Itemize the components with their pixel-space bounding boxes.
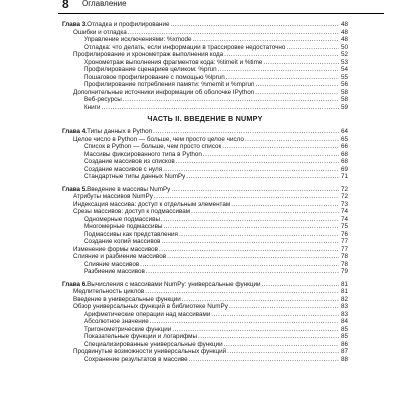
dot-leader <box>262 281 339 289</box>
toc-entry[interactable] <box>62 223 348 231</box>
toc-entry[interactable] <box>62 288 348 296</box>
toc-page-number: 82 <box>340 295 348 303</box>
toc-page-number: 68 <box>340 150 348 158</box>
dot-leader <box>189 356 339 364</box>
dot-leader <box>203 151 339 159</box>
dot-leader <box>231 201 339 209</box>
toc-title: Введение в массивы NumPy <box>87 185 171 193</box>
toc-title: Профилирование потребления памяти: %memit и %mprun <box>84 81 255 88</box>
toc-page-number: 58 <box>340 96 348 103</box>
toc-page-number: 56 <box>340 81 348 88</box>
toc-entry[interactable] <box>62 74 348 82</box>
toc-entry[interactable] <box>62 231 348 239</box>
toc-entry[interactable] <box>62 201 348 209</box>
toc-title: Слияние массивов <box>84 260 140 268</box>
toc-entry[interactable] <box>62 261 348 269</box>
toc-page-number: 75 <box>340 223 348 230</box>
toc-page-number: 72 <box>340 193 348 200</box>
toc-title: Профилирование сценариев целиком: %prun <box>84 66 217 73</box>
toc-page-number: 66 <box>340 143 348 150</box>
toc-title: Срезы массивов: доступ к подмассивам <box>73 208 191 215</box>
toc-entry[interactable] <box>62 166 348 174</box>
toc-entry[interactable] <box>62 96 348 104</box>
toc-title: Целое число в Python — больше, чем просто целое число <box>73 135 244 143</box>
toc-entry[interactable] <box>62 136 348 144</box>
dot-leader <box>263 59 339 67</box>
toc-title: Веб-ресурсы <box>84 96 122 103</box>
table-of-contents <box>62 21 348 363</box>
toc-entry[interactable] <box>62 193 348 201</box>
toc-title: Создание массивов с нуля <box>84 165 163 173</box>
toc-entry[interactable] <box>62 173 348 181</box>
toc-page-number: 87 <box>340 348 348 355</box>
toc-page-number: 76 <box>340 230 348 238</box>
dot-leader <box>229 303 339 311</box>
dot-leader <box>286 44 339 52</box>
toc-page-number: 79 <box>340 268 348 275</box>
dot-leader <box>255 89 339 97</box>
toc-page-number: 78 <box>340 260 348 268</box>
toc-title: Разбиение массивов <box>84 268 145 275</box>
toc-title: Индексация массива: доступ к отдельным элементам <box>73 200 231 208</box>
toc-title: Тригонометрические функции <box>84 325 172 333</box>
toc-entry[interactable] <box>62 253 348 261</box>
dot-leader <box>140 261 339 269</box>
toc-page-number: 88 <box>340 355 348 363</box>
toc-page-number: 74 <box>340 208 348 215</box>
toc-entry[interactable] <box>62 238 348 246</box>
dot-leader <box>222 143 339 151</box>
toc-entry[interactable] <box>62 296 348 304</box>
dot-leader <box>224 341 339 349</box>
toc-entry[interactable] <box>62 59 348 67</box>
toc-entry[interactable] <box>62 66 348 74</box>
toc-title: Ошибки и отладка <box>73 28 127 36</box>
dot-leader <box>226 74 339 82</box>
toc-title: Дополнительные источники информации об оболочке IPython <box>73 88 255 96</box>
dot-leader <box>154 193 339 201</box>
toc-title: Показательные функции и логарифмы <box>84 333 198 340</box>
toc-title: Отладка и профилирование <box>87 21 170 28</box>
toc-page-number: 54 <box>340 66 348 73</box>
toc-entry[interactable] <box>62 311 348 319</box>
toc-entry[interactable] <box>62 208 348 216</box>
toc-title: Управление исключениями: %xmode <box>84 36 192 43</box>
toc-page-number: 74 <box>340 215 348 223</box>
toc-page-number: 83 <box>340 310 348 318</box>
dot-leader <box>186 173 339 181</box>
dot-leader <box>172 326 339 334</box>
toc-page-number: 48 <box>340 28 348 36</box>
toc-entry[interactable] <box>62 158 348 166</box>
toc-page-number: 52 <box>340 51 348 58</box>
toc-entry[interactable] <box>62 268 348 276</box>
toc-entry[interactable] <box>62 333 348 341</box>
toc-entry[interactable] <box>62 303 348 311</box>
dot-leader <box>193 36 339 44</box>
toc-page-number: 83 <box>340 303 348 310</box>
toc-entry[interactable] <box>62 151 348 159</box>
dot-leader <box>145 288 339 296</box>
dot-leader <box>163 166 339 174</box>
dot-leader <box>182 296 339 304</box>
toc-page-number: 59 <box>340 103 348 111</box>
toc-title: Профилирование и хронометраж выполнения кода <box>73 51 224 58</box>
toc-chapter[interactable] <box>62 21 348 29</box>
dot-leader <box>153 128 339 136</box>
page-header <box>58 0 384 14</box>
toc-title: Одномерные подмассивы <box>84 215 160 223</box>
toc-page-number: 71 <box>340 173 348 180</box>
toc-page-number: 53 <box>340 58 348 66</box>
chapter-number: Глава 6. <box>62 280 88 288</box>
toc-page-number: 77 <box>340 245 348 253</box>
toc-page-number: 69 <box>340 165 348 173</box>
toc-page-number: 86 <box>340 340 348 348</box>
page-number: 8 <box>62 0 69 11</box>
dot-leader <box>150 318 339 326</box>
toc-page-number: 81 <box>340 288 348 295</box>
toc-title: Арифметические операции над массивами <box>84 310 211 318</box>
toc-chapter[interactable] <box>62 281 348 289</box>
toc-page-number: 81 <box>340 280 348 288</box>
toc-entry[interactable] <box>62 29 348 37</box>
chapter-number: Глава 5. <box>62 185 88 193</box>
toc-title: Книги <box>84 103 101 111</box>
toc-page-number: 65 <box>340 135 348 143</box>
toc-title: Абсолютное значение <box>84 318 149 325</box>
running-head: Оглавление <box>82 0 127 8</box>
toc-page-number: 68 <box>340 158 348 165</box>
dot-leader <box>167 253 339 261</box>
toc-page-number: 72 <box>340 185 348 193</box>
toc-title: Типы данных в Python <box>87 128 153 135</box>
toc-page-number: 84 <box>340 318 348 325</box>
dot-leader <box>191 208 339 216</box>
toc-page-number: 73 <box>340 200 348 208</box>
toc-title: Обзор универсальных функций в библиотеке NumPy <box>73 303 228 310</box>
dot-leader <box>255 81 339 89</box>
dot-leader <box>198 333 339 341</box>
toc-entry[interactable] <box>62 143 348 151</box>
toc-title: Сохранение результатов в массиве <box>84 355 188 363</box>
dot-leader <box>171 21 339 29</box>
toc-page-number: 48 <box>340 36 348 43</box>
dot-leader <box>224 51 339 59</box>
dot-leader <box>218 66 339 74</box>
toc-entry[interactable] <box>62 356 348 364</box>
toc-page-number: 64 <box>340 128 348 135</box>
toc-title: Продвинутые возможности универсальных функций <box>73 348 227 355</box>
dot-leader <box>128 29 339 37</box>
dot-leader <box>101 104 339 112</box>
toc-title: Стандартные типы данных NumPy <box>84 173 186 180</box>
toc-title: Хронометраж выполнения фрагментов кода: %timeit и %time <box>84 58 263 66</box>
dot-leader <box>211 311 339 319</box>
dot-leader <box>245 136 339 144</box>
toc-entry[interactable] <box>62 104 348 112</box>
toc-title: Массивы фиксированного типа в Python <box>84 150 202 158</box>
dot-leader <box>161 238 339 246</box>
toc-page-number: 78 <box>340 253 348 260</box>
toc-title: Медлительность циклов <box>73 288 145 295</box>
toc-title: Многомерные подмассивы <box>84 223 163 230</box>
toc-title: Пошаговое профилирование с помощью %lprun <box>84 73 225 81</box>
toc-entry[interactable] <box>62 81 348 89</box>
dot-leader <box>179 231 339 239</box>
toc-title: Список в Python — больше, чем просто список <box>84 143 222 150</box>
toc-entry[interactable] <box>62 318 348 326</box>
dot-leader <box>159 246 339 254</box>
part-heading: ЧАСТЬ II. ВВЕДЕНИЕ В NUMPY <box>147 114 263 123</box>
toc-page-number: 85 <box>340 325 348 333</box>
dot-leader <box>171 186 339 194</box>
toc-page-number: 77 <box>340 238 348 245</box>
dot-leader <box>146 268 339 276</box>
toc-entry[interactable] <box>62 341 348 349</box>
toc-entry[interactable] <box>62 348 348 356</box>
toc-title: Подмассивы как представления <box>84 230 178 238</box>
toc-entry[interactable] <box>62 51 348 59</box>
toc-chapter[interactable] <box>62 186 348 194</box>
dot-leader <box>163 223 339 231</box>
dot-leader <box>227 348 339 356</box>
toc-title: Создание массивов из списков <box>84 158 175 165</box>
toc-entry[interactable] <box>62 44 348 52</box>
toc-entry[interactable] <box>62 89 348 97</box>
toc-chapter[interactable] <box>62 128 348 136</box>
toc-title: Слияние и разбиение массивов <box>73 253 167 260</box>
toc-entry[interactable] <box>62 326 348 334</box>
toc-entry[interactable] <box>62 246 348 254</box>
toc-page-number: 48 <box>340 21 348 28</box>
toc-entry[interactable] <box>62 36 348 44</box>
toc-page-number: 50 <box>340 43 348 51</box>
dot-leader <box>161 216 339 224</box>
toc-title: Специализированные универсальные функции <box>84 340 223 348</box>
chapter-number: Глава 4. <box>62 128 88 135</box>
toc-title: Введение в универсальные функции <box>73 295 181 303</box>
toc-page-number: 58 <box>340 88 348 96</box>
toc-page-number: 85 <box>340 333 348 340</box>
toc-title: Отладка: что делать, если информации в трассировке недостаточно <box>84 43 286 51</box>
chapter-number: Глава 3. <box>62 21 88 28</box>
toc-title: Создание копий массивов <box>84 238 161 245</box>
dot-leader <box>176 158 339 166</box>
dot-leader <box>123 96 339 104</box>
toc-entry[interactable] <box>62 216 348 224</box>
toc-title: Вычисления с массивами NumPy: универсальные функции <box>87 280 261 288</box>
toc-page-number: 55 <box>340 73 348 81</box>
toc-title: Изменение формы массивов <box>73 245 159 253</box>
toc-title: Атрибуты массивов NumPy <box>73 193 153 200</box>
